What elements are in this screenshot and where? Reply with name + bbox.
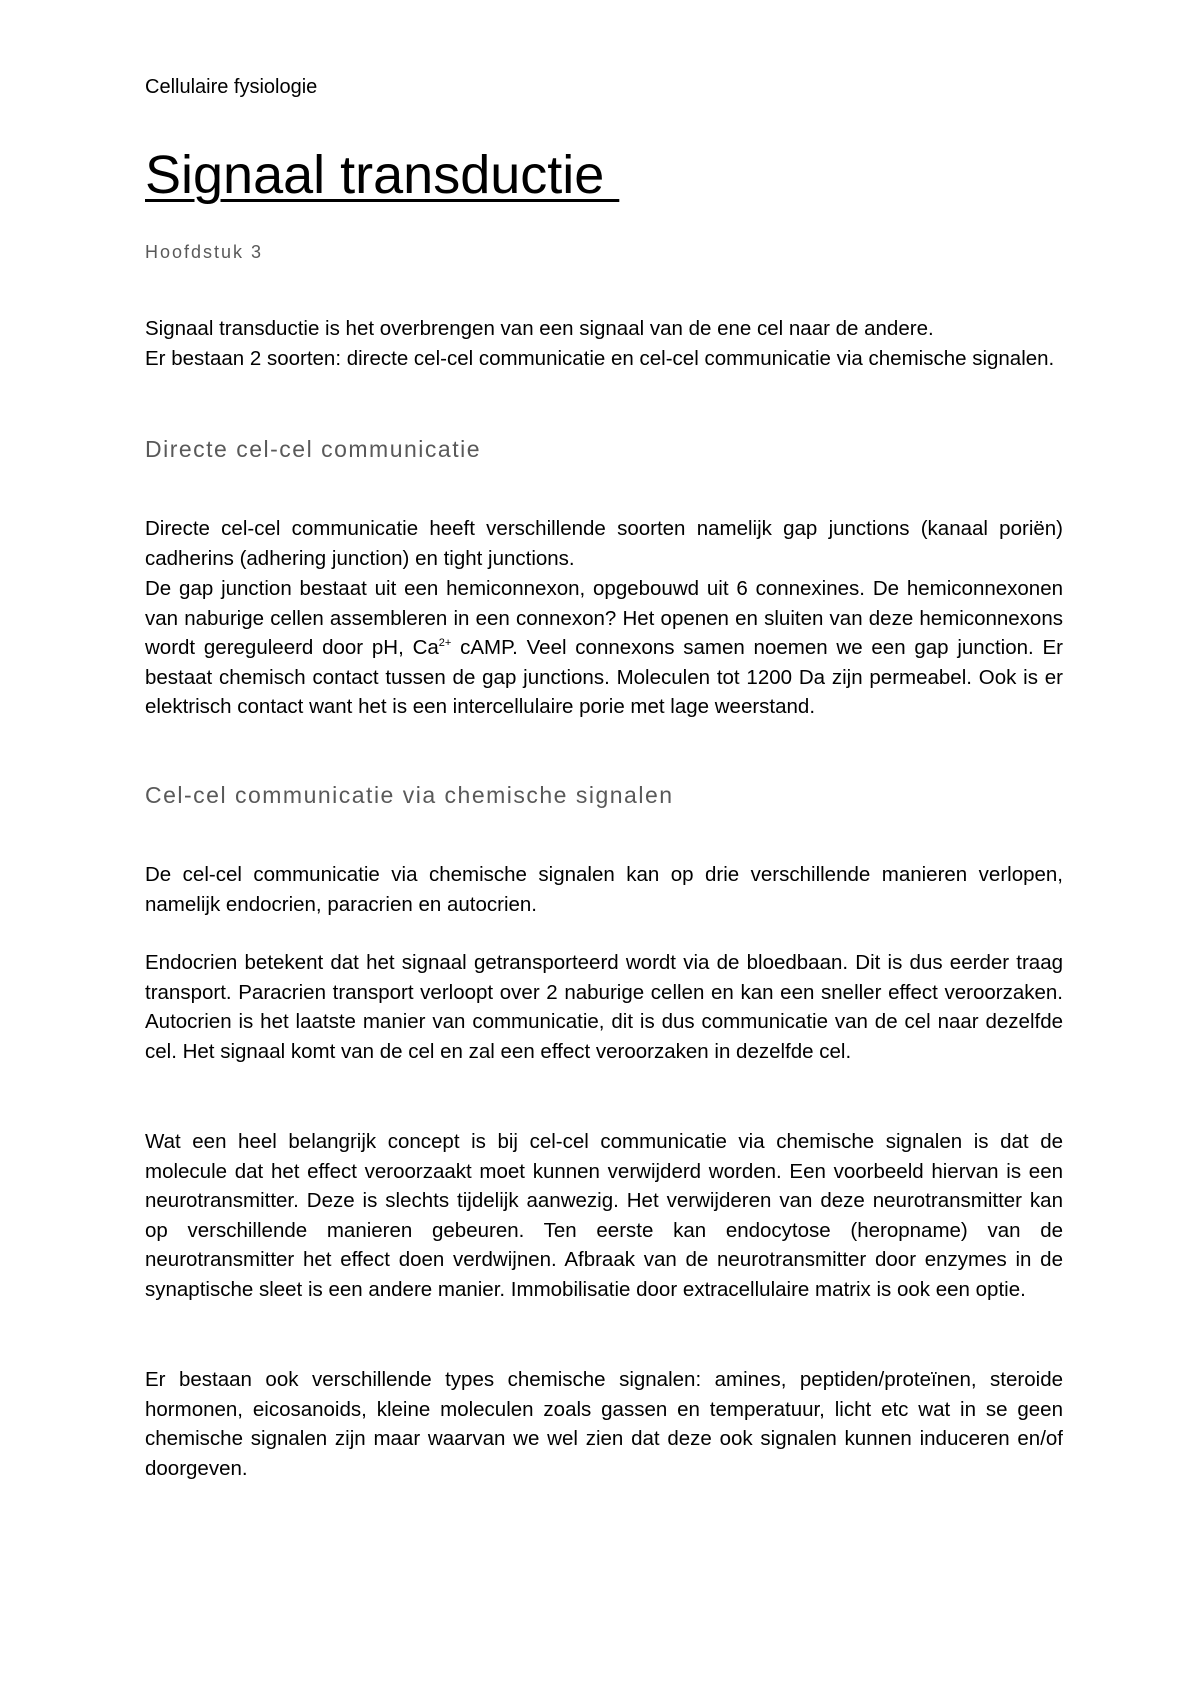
section1-p2-text-b: cAMP. Veel connexons samen noemen we een gap junction. Er bestaat chemisch contact tussen de gap junctions. Moleculen tot 1200 Da zijn permeabel. Ook is er elektrisch contact want het is een intercellulaire porie met lage weerstand. — [145, 636, 1063, 718]
intro-line-2: Er bestaan 2 soorten: directe cel-cel communicatie en cel-cel communicatie via chemische signalen. — [145, 346, 1055, 370]
calcium-charge-superscript: 2+ — [438, 637, 452, 650]
document-subtitle: Hoofdstuk 3 — [145, 242, 264, 262]
intro-paragraph — [145, 314, 1063, 373]
section2-paragraph-2: Endocrien betekent dat het signaal getransporteerd wordt via de bloedbaan. Dit is dus eerder traag transport. Paracrien transport verloopt over 2 naburige cellen en kan een sneller effect veroorzaken. Autocrien is het laatste manier van communicatie, dit is dus communicatie van de cel naar dezelfde cel. Het signaal komt van de cel en zal een effect veroorzaken in dezelfde cel. — [145, 951, 1063, 1063]
section-heading-direct: Directe cel-cel communicatie — [145, 436, 481, 462]
section1-paragraph-1: Directe cel-cel communicatie heeft verschillende soorten namelijk gap junctions (kanaal poriën) cadherins (adhering junction) en tight junctions. — [145, 517, 1063, 570]
section2-paragraph-1: De cel-cel communicatie via chemische signalen kan op drie verschillende manieren verlopen, namelijk endocrien, paracrien en autocrien. — [145, 863, 1063, 916]
section2-paragraph-3: Wat een heel belangrijk concept is bij cel-cel communicatie via chemische signalen is dat de molecule dat het effect veroorzaakt moet kunnen verwijderd worden. Een voorbeeld hiervan is een neurotransmitter. Deze is slechts tijdelijk aanwezig. Het verwijderen van deze neurotransmitter kan op verschillende manieren gebeuren. Ten eerste kan endocytose (heropname) van de neurotransmitter het effect doen verdwijnen. Afbraak van de neurotransmitter door enzymes in de synaptische sleet is een andere manier. Immobilisatie door extracellulaire matrix is ook een optie. — [145, 1130, 1063, 1301]
section1-paragraph-2 — [145, 574, 1063, 722]
running-header: Cellulaire fysiologie — [145, 76, 318, 98]
section1-p2-text-a: De gap junction bestaat uit een hemiconnexon, opgebouwd uit 6 connexines. De hemiconnexonen van naburige cellen assembleren in een connexon? Het openen en sluiten van deze hemiconnexons wordt gereguleerd door pH, Ca — [145, 577, 1063, 659]
section2-paragraph-4: Er bestaan ook verschillende types chemische signalen: amines, peptiden/proteïnen, steroide hormonen, eicosanoids, kleine moleculen zoals gassen en temperatuur, licht etc wat in se geen chemische signalen zijn maar waarvan we wel zien dat deze ook signalen kunnen induceren en/of doorgeven. — [145, 1368, 1063, 1480]
document-title: Signaal transductie — [145, 145, 620, 205]
section-heading-chemical: Cel-cel communicatie via chemische signalen — [145, 782, 674, 808]
intro-line-1: Signaal transductie is het overbrengen van een signaal van de ene cel naar de andere. — [145, 317, 934, 340]
